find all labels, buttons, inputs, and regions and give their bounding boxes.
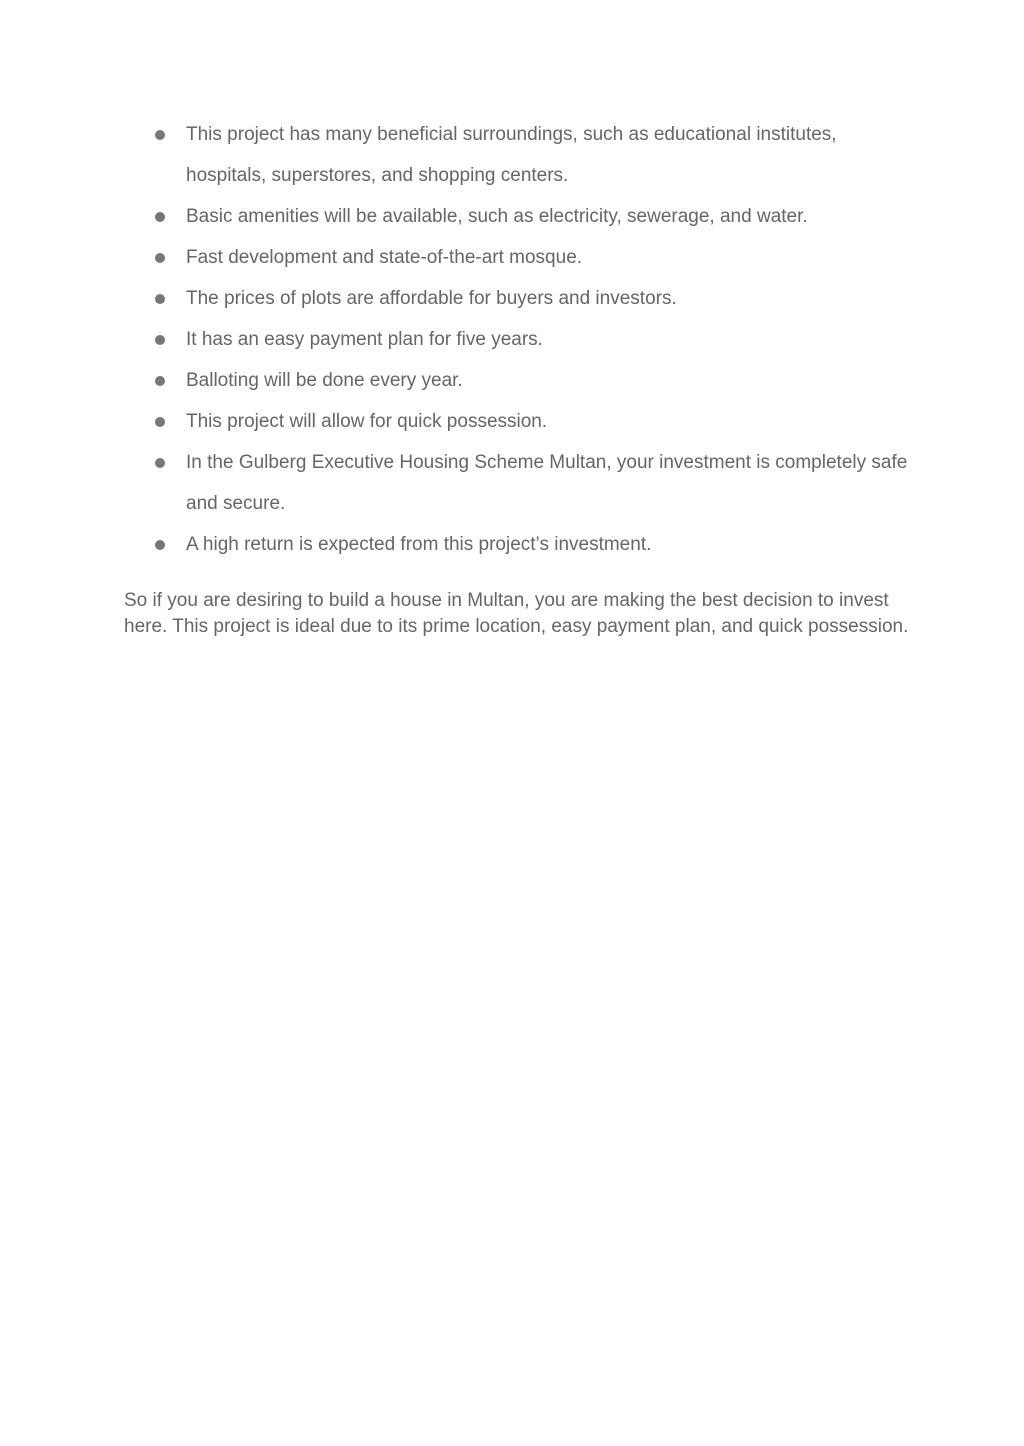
bullet-icon bbox=[155, 253, 165, 263]
bullet-icon bbox=[155, 376, 165, 386]
list-item-text: A high return is expected from this project’s investment. bbox=[186, 534, 652, 555]
closing-paragraph: So if you are desiring to build a house in Multan, you are making the best decision to invest here. This project is ideal due to its prime location, easy payment plan, and quick possession. bbox=[124, 590, 909, 637]
list-item-text: The prices of plots are affordable for buyers and investors. bbox=[186, 288, 677, 309]
bullet-icon bbox=[155, 458, 165, 468]
list-item bbox=[124, 360, 914, 401]
bullet-icon bbox=[155, 130, 165, 140]
list-item bbox=[124, 442, 914, 524]
bullet-icon bbox=[155, 417, 165, 427]
bullet-icon bbox=[155, 212, 165, 222]
bullet-icon bbox=[155, 294, 165, 304]
list-item-text: Balloting will be done every year. bbox=[186, 370, 463, 391]
bullet-icon bbox=[155, 335, 165, 345]
list-item bbox=[124, 278, 914, 319]
list-item bbox=[124, 114, 914, 196]
list-item bbox=[124, 401, 914, 442]
feature-list bbox=[124, 114, 914, 565]
list-item bbox=[124, 319, 914, 360]
list-item bbox=[124, 196, 914, 237]
list-item-text: This project will allow for quick possession. bbox=[186, 411, 548, 432]
list-item-text: Fast development and state-of-the-art mosque. bbox=[186, 247, 583, 268]
list-item-text: It has an easy payment plan for five years. bbox=[186, 329, 543, 350]
list-item-text: In the Gulberg Executive Housing Scheme Multan, your investment is completely safe and secure. bbox=[186, 452, 908, 514]
bullet-icon bbox=[155, 540, 165, 550]
list-item bbox=[124, 524, 914, 565]
list-item-text: Basic amenities will be available, such as electricity, sewerage, and water. bbox=[186, 206, 808, 227]
list-item-text: This project has many beneficial surroundings, such as educational institutes, hospitals, superstores, and shopping centers. bbox=[186, 124, 837, 186]
list-item bbox=[124, 237, 914, 278]
